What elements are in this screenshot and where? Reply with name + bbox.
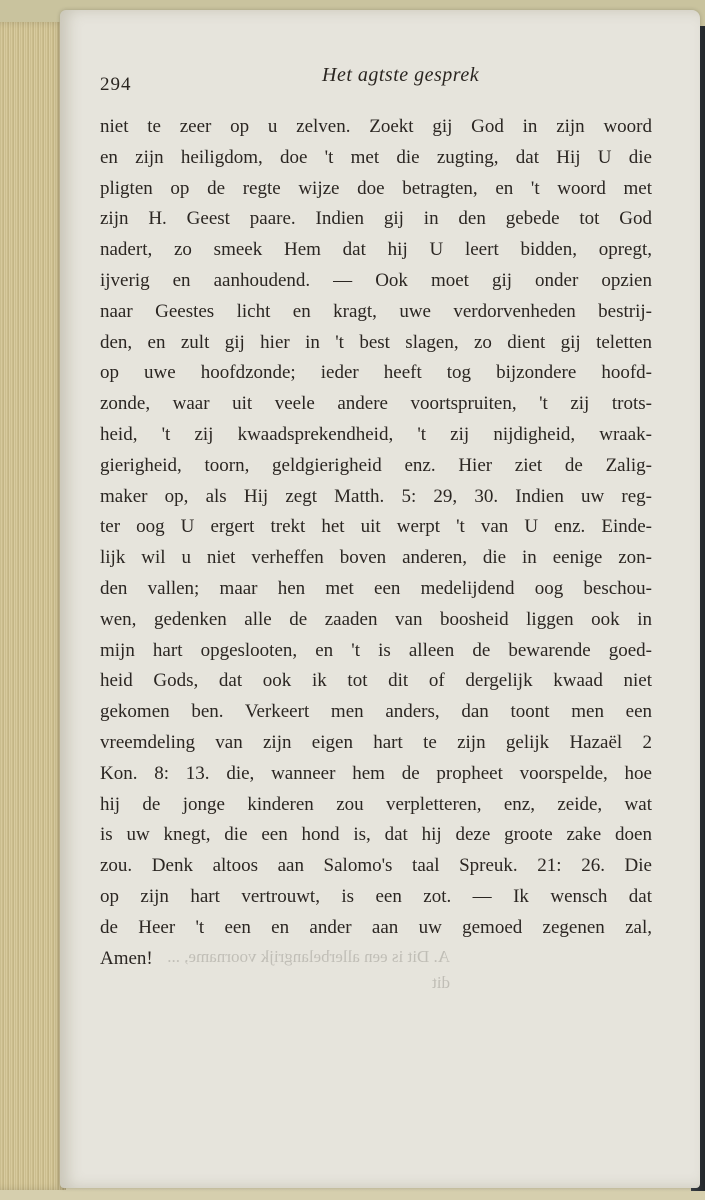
text-line: niet te zeer op u zelven. Zoekt gij God in zijn woord xyxy=(100,116,652,137)
text-line: heid Gods, dat ook ik tot dit of dergelijk kwaad niet xyxy=(100,670,652,692)
text-line: naar Geestes licht en kragt, uwe verdorvenheden bestrij- xyxy=(100,300,652,322)
page-number: 294 xyxy=(100,74,132,95)
text-line: is uw knegt, die een hond is, dat hij deze groote zake doen xyxy=(100,824,652,846)
text-line: mijn hart opgeslooten, en 't is alleen de bewarende goed- xyxy=(100,639,652,661)
text-line: maker op, als Hij zegt Matth. 5: 29, 30. Indien uw reg- xyxy=(100,485,652,507)
text-line: zijn H. Geest paare. Indien gij in den gebede tot God xyxy=(100,208,652,230)
text-line: de Heer 't een en ander aan uw gemoed zegenen zal, xyxy=(100,916,652,938)
page-header xyxy=(100,64,620,94)
body-text xyxy=(100,112,652,974)
page-edges xyxy=(0,22,66,1190)
text-line: heid, 't zij kwaadsprekendheid, 't zij nijdigheid, wraak- xyxy=(100,423,652,445)
text-line: hij de jonge kinderen zou verpletteren, enz, zeide, wat xyxy=(100,793,652,815)
text-line: ter oog U ergert trekt het uit werpt 't van U enz. Einde- xyxy=(100,516,652,538)
text-line: pligten op de regte wijze doe betragten, en 't woord met xyxy=(100,177,652,199)
text-line: gierigheid, toorn, geldgierigheid enz. Hier ziet de Zalig- xyxy=(100,454,652,476)
text-line: nadert, zo smeek Hem dat hij U leert bidden, opregt, xyxy=(100,239,652,261)
text-line: op zijn hart vertrouwt, is een zot. — Ik wensch dat xyxy=(100,885,652,907)
text-line: wen, gedenken alle de zaaden van boosheid liggen ook in xyxy=(100,608,652,630)
text-line: Amen! xyxy=(100,947,153,969)
text-line: den vallen; maar hen met een medelijdend oog beschou- xyxy=(100,577,652,599)
text-line: zonde, waar uit veele andere voortspruiten, 't zij trots- xyxy=(100,393,652,415)
text-line: vreemdeling van zijn eigen hart te zijn gelijk Hazaël 2 xyxy=(100,731,652,753)
text-line: gekomen ben. Verkeert men anders, dan toont men een xyxy=(100,701,652,723)
text-line: zou. Denk altoos aan Salomo's taal Spreuk. 21: 26. Die xyxy=(100,855,652,877)
text-line: lijk wil u niet verheffen boven anderen, die in eenige zon- xyxy=(100,547,652,569)
running-head: Het agtste gesprek xyxy=(322,64,480,86)
text-line: op uwe hoofdzonde; ieder heeft tog bijzondere hoofd- xyxy=(100,362,652,384)
text-line: en zijn heiligdom, doe 't met die zugting, dat Hij U die xyxy=(100,146,652,168)
text-line: den, en zult gij hier in 't best slagen, zo dient gij teletten xyxy=(100,331,652,353)
bleed-through-text: A. Dit is een allerbelangrijk voorname, ... dit xyxy=(167,947,450,992)
text-line: Kon. 8: 13. die, wanneer hem de propheet voorspelde, hoe xyxy=(100,762,652,784)
text-line: ijverig en aanhoudend. — Ook moet gij onder opzien xyxy=(100,269,652,291)
